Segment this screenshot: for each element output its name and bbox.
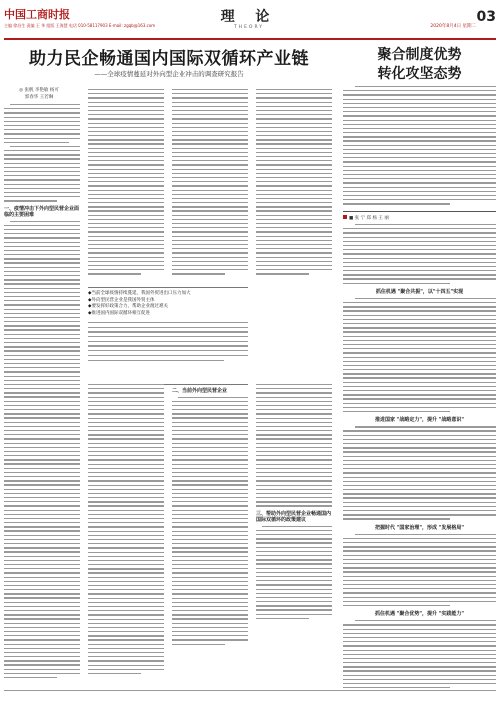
editor-info: 主编 徐昌生 责编 王 华 组版 王海慧 电话 010-58117903 E-mail: zgqb@163.com <box>4 23 156 28</box>
paragraph-lines <box>343 224 496 284</box>
pull-quote-line <box>88 291 248 317</box>
text-column-4 <box>256 89 332 275</box>
section-heading-text: 二、当前外向型民营企业 <box>172 388 228 394</box>
paragraph-lines <box>256 526 332 619</box>
text-column-2b <box>88 384 164 674</box>
pull-quote-text: ◆当前全球疫情持续蔓延，我国外贸进出口压力加大 <box>88 291 191 296</box>
pull-quote-text: ◆要发挥好政策合力，帮助企业渡过难关 <box>88 304 168 309</box>
section-heading <box>172 388 248 395</box>
section-title-en: THEORY <box>233 25 265 30</box>
text-column-4b <box>256 384 332 619</box>
sidebar-headline-1: 聚合制度优势 <box>377 47 462 63</box>
pull-quote-box <box>88 287 248 385</box>
masthead <box>4 6 496 38</box>
paragraph-lines <box>256 384 332 507</box>
paragraph-lines <box>172 397 248 645</box>
page-number: 03 <box>476 9 496 25</box>
sidebar-subtitle: 把握时代 "国家治理"，形成 "发展格局" <box>375 524 464 531</box>
sidebar-intro <box>343 86 496 205</box>
article-headline: 助力民企畅通国内国际双循环产业链 <box>29 49 309 69</box>
paragraph-lines <box>343 620 496 688</box>
sidebar-headline-2: 转化攻坚态势 <box>377 66 462 82</box>
section-title: 理 论 <box>220 9 278 25</box>
paragraph-lines <box>343 534 496 606</box>
article-byline <box>4 87 74 101</box>
paragraph-lines <box>4 104 80 202</box>
paragraph-lines <box>343 86 496 205</box>
paragraph-lines <box>88 89 164 275</box>
paragraph-lines <box>256 89 332 275</box>
text-column-1 <box>4 104 80 678</box>
paragraph-lines <box>343 298 496 412</box>
sidebar-article <box>343 44 496 684</box>
sidebar-byline <box>343 215 389 221</box>
sidebar-subtitle: 推进国家 "战略定力"，提升 "战略意识" <box>375 417 464 424</box>
byline-line: ◎ 张帆 李艳敏 杨可 <box>19 88 59 93</box>
sidebar-subtitle: 抓住机遇 "聚合优势"，提升 "实践能力" <box>375 611 464 618</box>
byline-line: 郭春华 王若琳 <box>24 95 54 100</box>
text-column-2 <box>88 89 164 275</box>
paper-name: 中国工商时报 <box>4 8 70 21</box>
section-heading-text: 一、疫情冲击下外向型民营企业面临的主要困难 <box>4 205 80 219</box>
paragraph-lines <box>343 426 496 519</box>
footer-rule <box>4 690 496 691</box>
byline-marker-icon <box>343 215 347 219</box>
pull-quote-text: ◆外向型民营企业是我国外贸主体 <box>88 297 155 303</box>
paragraph-lines <box>88 322 248 361</box>
section-heading <box>256 511 332 524</box>
text-column-3 <box>172 89 248 275</box>
article-subhead: ——全球疫情蔓延对外向型企业冲击的调查研究报告 <box>94 70 244 78</box>
issue-date: 2020年8月4日 星期二 <box>430 24 476 29</box>
pull-quote-text: ◆推进国内国际双循环相互促进 <box>88 310 150 316</box>
sidebar-body <box>343 224 496 688</box>
sidebar-subtitle: 抓住机遇 "聚合共振"，以"十四五"实现 <box>375 288 464 295</box>
section-heading-text: 三、帮助外向型民营企业畅通国内国际双循环的政策建议 <box>256 510 332 524</box>
section-heading <box>4 206 80 219</box>
sidebar-rule <box>343 211 496 212</box>
masthead-rule <box>4 38 496 40</box>
paragraph-lines <box>4 221 80 679</box>
sidebar-byline-text: ■ 张 宁 郑 杨 王 丽 <box>349 216 389 221</box>
paragraph-lines <box>88 384 164 674</box>
paragraph-lines <box>172 89 248 275</box>
text-column-3b <box>172 384 248 645</box>
main-article <box>4 44 334 684</box>
